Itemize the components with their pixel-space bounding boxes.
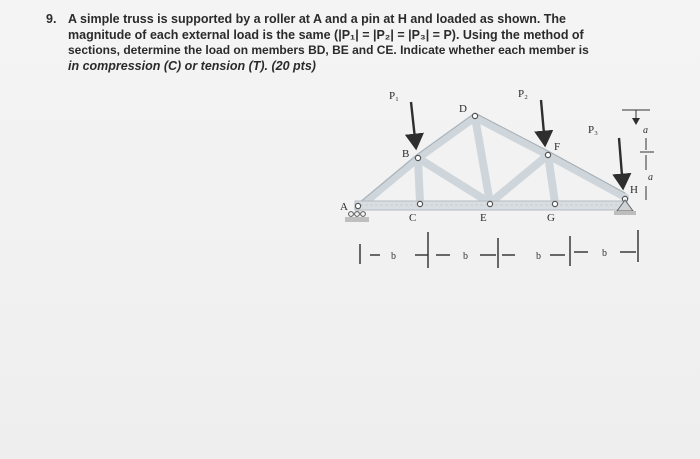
label-P3: P₃	[588, 124, 598, 136]
member-BD	[418, 117, 475, 158]
label-D: D	[459, 103, 467, 115]
label-b-4: b	[602, 248, 607, 259]
problem-line-4: in compression (C) or tension (T). (20 pts)	[68, 58, 316, 73]
label-a-upper: a	[643, 125, 648, 136]
span-dimensions	[360, 230, 638, 268]
label-P2: P₂	[518, 88, 528, 100]
label-F: F	[554, 141, 561, 153]
label-E: E	[480, 212, 487, 224]
label-b-2: b	[463, 251, 468, 262]
member-BE	[418, 158, 490, 203]
problem-line-1: A simple truss is supported by a roller at A and a pin at H and loaded as shown. The	[68, 12, 567, 26]
height-dimensions	[622, 110, 654, 200]
member-FH	[548, 155, 625, 197]
label-A: A	[340, 201, 348, 213]
problem-line-3: sections, determine the load on members BD, BE and CE. Indicate whether each member is	[68, 43, 589, 57]
member-DE	[475, 117, 490, 203]
member-DF	[475, 117, 548, 155]
label-G: G	[547, 212, 555, 224]
label-B: B	[402, 148, 410, 160]
load-arrow-P3	[619, 138, 623, 188]
problem-number: 9.	[46, 12, 57, 26]
truss-members	[358, 117, 625, 208]
label-b-1: b	[391, 251, 396, 262]
label-a-lower: a	[648, 172, 653, 183]
problem-line-2: magnitude of each external load is the same (|P₁| = |P₂| = |P₃| = P). Using the method of	[68, 27, 584, 42]
member-BC	[418, 158, 420, 203]
load-arrow-P2	[541, 100, 545, 145]
member-EF	[490, 155, 548, 203]
roller-support-A	[345, 212, 369, 222]
label-C: C	[409, 212, 417, 224]
label-H: H	[630, 184, 638, 196]
label-b-3: b	[536, 251, 541, 262]
load-arrow-P1	[411, 102, 416, 148]
label-P1: P₁	[389, 90, 399, 102]
